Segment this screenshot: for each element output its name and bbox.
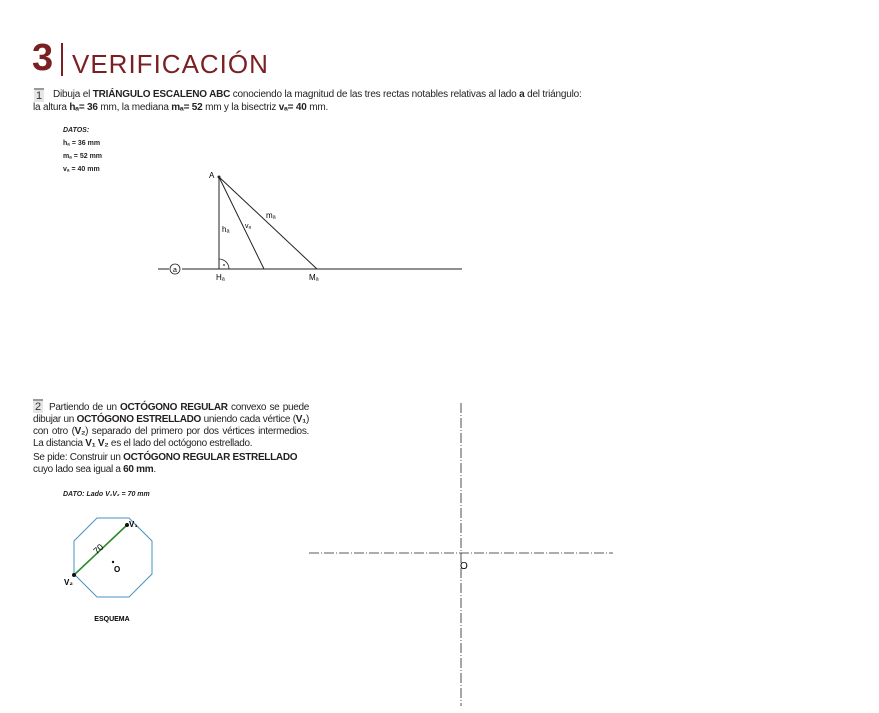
datos-altura: hₐ = 36 mm xyxy=(63,140,101,147)
exercise-2-number: 2 xyxy=(35,401,42,413)
vertex-a-label: A xyxy=(209,171,215,180)
origin-label: O xyxy=(460,561,468,572)
vertex-v1-label: V₁ xyxy=(129,520,138,529)
dimension-label: 70 xyxy=(91,542,106,557)
center-o-point xyxy=(112,561,114,563)
exercise-1-number: 1 xyxy=(36,90,43,102)
mediana-label: mₐ xyxy=(266,211,276,220)
midpoint-label: Mₐ xyxy=(309,273,319,282)
altura-label: hₐ xyxy=(222,225,230,234)
dato-lado: DATO: Lado V₁V₂ = 70 mm xyxy=(63,491,150,498)
exercise-2-task: Se pide: Construir un OCTÓGONO REGULAR ESTRELLADO cuyo lado sea igual a 60 mm. xyxy=(33,452,298,475)
section-title: VERIFICACIÓN xyxy=(72,49,269,79)
exercise-1-statement-line1: Dibuja el TRIÁNGULO ESCALENO ABC conociendo la magnitud de las tres rectas notables relativas al lado a del triángulo: xyxy=(53,89,582,100)
center-o-label: O xyxy=(114,565,121,574)
octagon-outline xyxy=(74,518,152,597)
foot-altura-label: Hₐ xyxy=(216,273,225,282)
vertex-v2-label: V₂ xyxy=(64,578,73,587)
side-a-label: a xyxy=(173,267,177,274)
schema-caption: ESQUEMA xyxy=(94,616,130,623)
vertex-v2-point xyxy=(72,573,76,577)
datos-title: DATOS: xyxy=(63,127,90,134)
datos-bisectriz: vₐ = 40 mm xyxy=(63,166,100,173)
section-number: 3 xyxy=(32,37,54,79)
exercise-2-statement: Partiendo de un OCTÓGONO REGULAR convexo se puede dibujar un OCTÓGONO ESTRELLADO uniendo cada vértice (V₁) con otro (V₂) separado del primero por dos vértices intermedios. La distancia V₁ V₂ es el lado del octógono estrellado. xyxy=(33,402,309,449)
datos-mediana: mₐ = 52 mm xyxy=(63,153,103,160)
bisectriz-label: vₐ xyxy=(245,223,252,230)
exercise-1-statement-line2: la altura hₐ= 36 mm, la mediana mₐ= 52 mm y la bisectriz vₐ= 40 mm. xyxy=(33,102,329,113)
